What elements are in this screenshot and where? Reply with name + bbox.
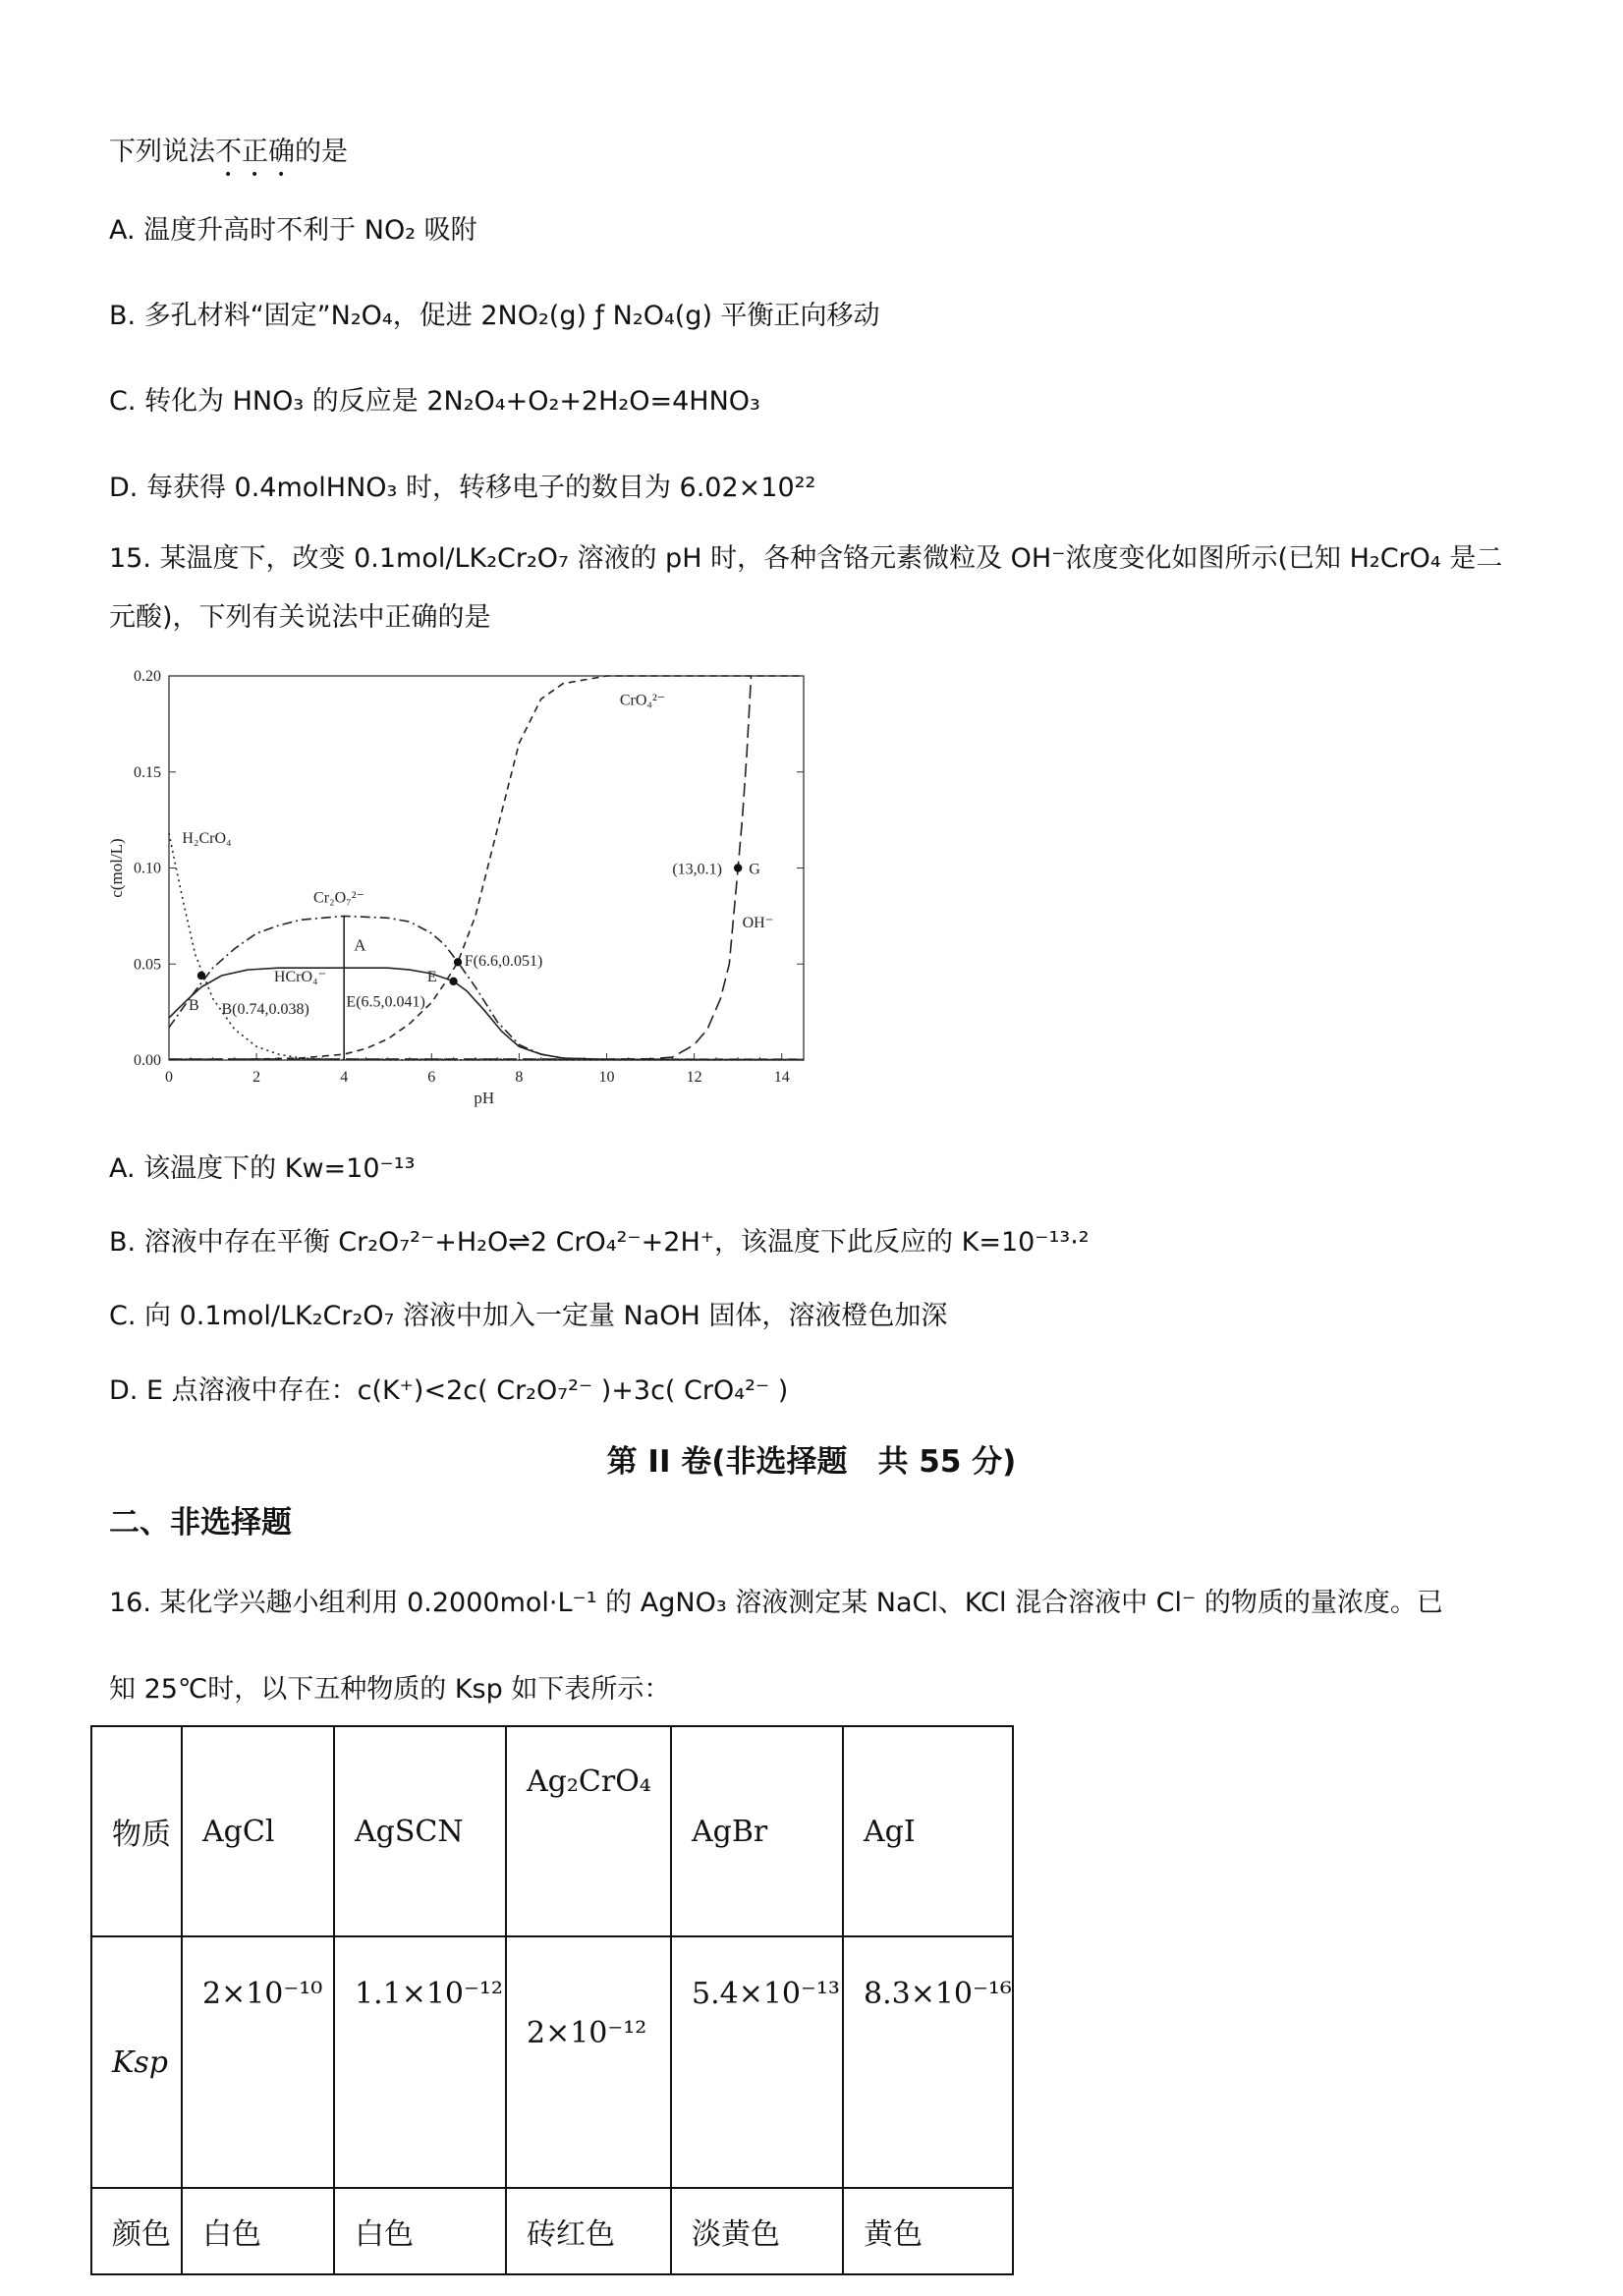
point-g-label: (13,0.1)	[672, 861, 723, 878]
q15-option-c: C. 向 0.1mol/LK₂Cr₂O₇ 溶液中加入一定量 NaOH 固体，溶液橙色加深	[109, 1301, 948, 1331]
series-label-hcro4: HCrO₄⁻	[273, 968, 327, 985]
table-cell: AgI	[843, 1726, 1013, 1936]
table-cell: AgCl	[182, 1726, 334, 1936]
q15-option-b: B. 溶液中存在平衡 Cr₂O₇²⁻+H₂O⇌2 CrO₄²⁻+2H⁺，该温度下此反应的 K=10⁻¹³·²	[109, 1227, 1090, 1258]
q15-stem: 15. 某温度下，改变 0.1mol/LK₂Cr₂O₇ 溶液的 pH 时，各种含铬元素微粒及 OH⁻浓度变化如图所示(已知 H₂CrO₄ 是二元酸)，下列有关说法中正确的是	[109, 543, 1503, 633]
table-cell: 2×10⁻¹²	[506, 1936, 671, 2188]
q16-line1: 16. 某化学兴趣小组利用 0.2000mol·L⁻¹ 的 AgNO₃ 溶液测定某 NaCl、KCl 混合溶液中 Cl⁻ 的物质的量浓度。已	[109, 1588, 1443, 1618]
q15-option-a: A. 该温度下的 Kw=10⁻¹³	[109, 1153, 416, 1184]
table-cell: AgSCN	[334, 1726, 506, 1936]
x-tick-label: 4	[340, 1069, 349, 1086]
table-cell: AgBr	[671, 1726, 843, 1936]
x-tick-label: 0	[165, 1069, 173, 1086]
point-b-id: B	[189, 997, 199, 1015]
y-tick-label: 0.15	[134, 763, 161, 781]
table-cell: 1.1×10⁻¹²	[334, 1936, 506, 2188]
point-f-label: F(6.6,0.051)	[464, 953, 543, 971]
x-axis-label: pH	[474, 1089, 495, 1107]
x-tick-label: 10	[598, 1069, 615, 1086]
x-tick-label: 2	[252, 1069, 261, 1086]
y-tick-label: 0.10	[134, 860, 161, 877]
series-line-1	[169, 916, 804, 1059]
series-label-oh: OH⁻	[742, 915, 774, 932]
x-tick-label: 14	[773, 1069, 790, 1086]
point-f	[454, 958, 462, 966]
table-cell: 8.3×10⁻¹⁶	[843, 1936, 1013, 2188]
part-title: 二、非选择题	[109, 1505, 292, 1540]
point-b	[197, 972, 205, 980]
table-cell: 白色	[182, 2188, 334, 2274]
x-tick-label: 8	[515, 1069, 524, 1086]
segment-a-label: A	[354, 935, 366, 955]
row-label: 物质	[91, 1726, 182, 1936]
table-cell: 白色	[334, 2188, 506, 2274]
q14-stem: 下列说法不正确的是	[109, 137, 348, 167]
q14-option-b: B. 多孔材料“固定”N₂O₄，促进 2NO₂(g) ƒ N₂O₄(g) 平衡正向移动	[109, 301, 880, 331]
q15-option-d: D. E 点溶液中存在：c(K⁺)<2c( Cr₂O₇²⁻ )+3c( CrO₄²⁻ )	[109, 1375, 789, 1406]
table-cell: Ag₂CrO₄	[506, 1726, 671, 1936]
point-e-id: E	[426, 968, 437, 985]
table-cell: 5.4×10⁻¹³	[671, 1936, 843, 2188]
point-e	[449, 978, 457, 985]
row-label: 颜色	[91, 2188, 182, 2274]
series-label-cro4: CrO₄²⁻	[619, 692, 666, 709]
q14-option-a: A. 温度升高时不利于 NO₂ 吸附	[109, 215, 477, 246]
point-b-label: B(0.74,0.038)	[221, 1001, 309, 1019]
series-label-h2cro4: H₂CrO₄	[182, 830, 232, 848]
x-tick-label: 12	[686, 1069, 702, 1086]
table-cell: 2×10⁻¹⁰	[182, 1936, 334, 2188]
q16-line2: 知 25℃时，以下五种物质的 Ksp 如下表所示：	[109, 1674, 671, 1705]
concentration-ph-chart	[106, 662, 823, 1114]
point-g-id: G	[749, 861, 760, 878]
table-cell: 黄色	[843, 2188, 1013, 2274]
q14-option-d: D. 每获得 0.4molHNO₃ 时，转移电子的数目为 6.02×10²²	[109, 473, 816, 503]
y-tick-label: 0.20	[134, 668, 161, 685]
y-tick-label: 0.05	[134, 956, 161, 974]
table-row	[91, 1936, 1013, 2188]
q14-option-c: C. 转化为 HNO₃ 的反应是 2N₂O₄+O₂+2H₂O=4HNO₃	[109, 386, 760, 417]
y-axis-label: c(mol/L)	[107, 838, 126, 898]
series-label-cr2o7: Cr₂O₇²⁻	[313, 889, 364, 907]
table-row	[91, 1726, 1013, 1936]
table-row	[91, 2188, 1013, 2274]
point-g	[734, 864, 742, 871]
y-tick-label: 0.00	[134, 1052, 161, 1069]
table-cell: 砖红色	[506, 2188, 671, 2274]
ksp-table	[90, 1725, 1014, 2275]
row-label: Ksp	[91, 1936, 182, 2188]
point-e-label: E(6.5,0.041)	[346, 993, 425, 1011]
x-tick-label: 6	[427, 1069, 436, 1086]
section-title: 第 II 卷(非选择题 共 55 分)	[606, 1444, 1017, 1480]
table-cell: 淡黄色	[671, 2188, 843, 2274]
